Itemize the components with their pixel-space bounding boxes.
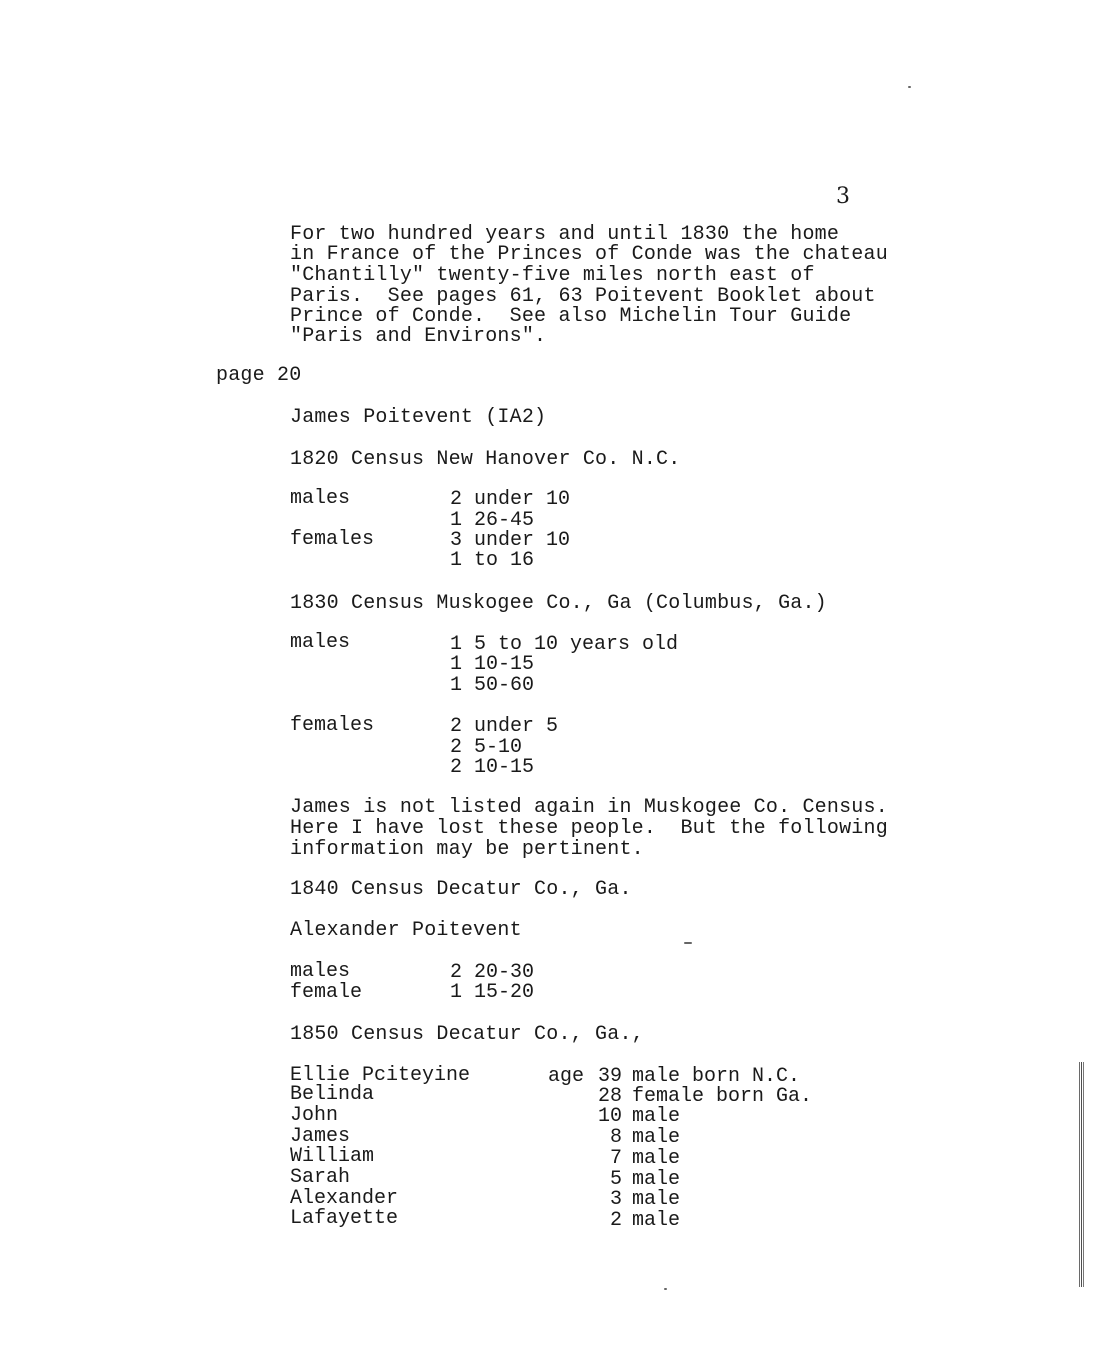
row-value: 1 15-20	[450, 981, 535, 1004]
person-name: Ellie Pciteyine	[290, 1064, 471, 1087]
person-heading: James Poitevent (IA2)	[290, 406, 547, 429]
census-1820-heading: 1820 Census New Hanover Co. N.C.	[290, 448, 681, 471]
row-value: 1 50-60	[450, 674, 535, 697]
person-name: Belinda	[290, 1083, 375, 1106]
row-label: males	[290, 960, 351, 983]
person-name: James	[290, 1125, 351, 1148]
row-value: 1 26-45	[450, 509, 535, 532]
intro-line: For two hundred years and until 1830 the home	[290, 223, 840, 246]
census-1840-person: Alexander Poitevent	[290, 919, 522, 942]
person-name: John	[290, 1104, 339, 1127]
person-age: 2	[609, 1209, 622, 1232]
row-value: 1 to 16	[450, 549, 535, 572]
row-value: 2 10-15	[450, 756, 535, 779]
person-age: 8	[609, 1126, 622, 1149]
census-1840-heading: 1840 Census Decatur Co., Ga.	[290, 878, 632, 901]
row-label: female	[290, 981, 363, 1004]
intro-line: in France of the Princes of Conde was the chateau	[290, 243, 888, 266]
person-desc: male	[632, 1105, 681, 1128]
row-label: males	[290, 487, 351, 510]
person-age: 39	[597, 1065, 622, 1088]
census-1830-heading: 1830 Census Muskogee Co., Ga (Columbus, Ga.)	[290, 592, 827, 615]
row-label: females	[290, 528, 375, 551]
person-age: 10	[597, 1105, 622, 1128]
age-label: age	[548, 1065, 585, 1088]
person-age: 28	[597, 1085, 622, 1108]
person-desc: male	[632, 1188, 681, 1211]
page-reference: page 20	[216, 364, 302, 387]
intro-line: "Paris and Environs".	[290, 325, 547, 348]
row-value: 3 under 10	[450, 529, 571, 552]
scan-speck	[684, 942, 692, 944]
scan-edge-artifact	[1079, 1062, 1084, 1287]
person-name: Lafayette	[290, 1207, 399, 1230]
row-label: females	[290, 714, 375, 737]
note-line: Here I have lost these people. But the following	[290, 817, 888, 840]
intro-line: Paris. See pages 61, 63 Poitevent Booklet about	[290, 285, 876, 308]
page-number: 3	[836, 184, 850, 209]
person-name: Sarah	[290, 1166, 351, 1189]
scan-speck	[908, 86, 911, 88]
intro-line: Prince of Conde. See also Michelin Tour Guide	[290, 305, 852, 328]
row-value: 2 under 10	[450, 488, 571, 511]
intro-line: "Chantilly" twenty-five miles north east of	[290, 264, 815, 287]
row-value: 1 5 to 10 years old	[450, 633, 679, 656]
census-1850-heading: 1850 Census Decatur Co., Ga.,	[290, 1023, 644, 1046]
scan-speck	[664, 1288, 667, 1290]
person-age: 3	[609, 1188, 622, 1211]
person-desc: male	[632, 1168, 681, 1191]
row-value: 1 10-15	[450, 653, 535, 676]
person-name: Alexander	[290, 1187, 399, 1210]
person-desc: male	[632, 1209, 681, 1232]
row-value: 2 under 5	[450, 715, 559, 738]
person-desc: female born Ga.	[632, 1085, 813, 1108]
person-desc: male born N.C.	[632, 1065, 801, 1088]
row-label: males	[290, 631, 351, 654]
person-age: 5	[609, 1168, 622, 1191]
person-name: William	[290, 1145, 375, 1168]
note-line: James is not listed again in Muskogee Co. Census.	[290, 796, 888, 819]
note-line: information may be pertinent.	[290, 838, 644, 861]
person-age: 7	[609, 1147, 622, 1170]
person-desc: male	[632, 1126, 681, 1149]
row-value: 2 5-10	[450, 736, 523, 759]
row-value: 2 20-30	[450, 961, 535, 984]
person-desc: male	[632, 1147, 681, 1170]
